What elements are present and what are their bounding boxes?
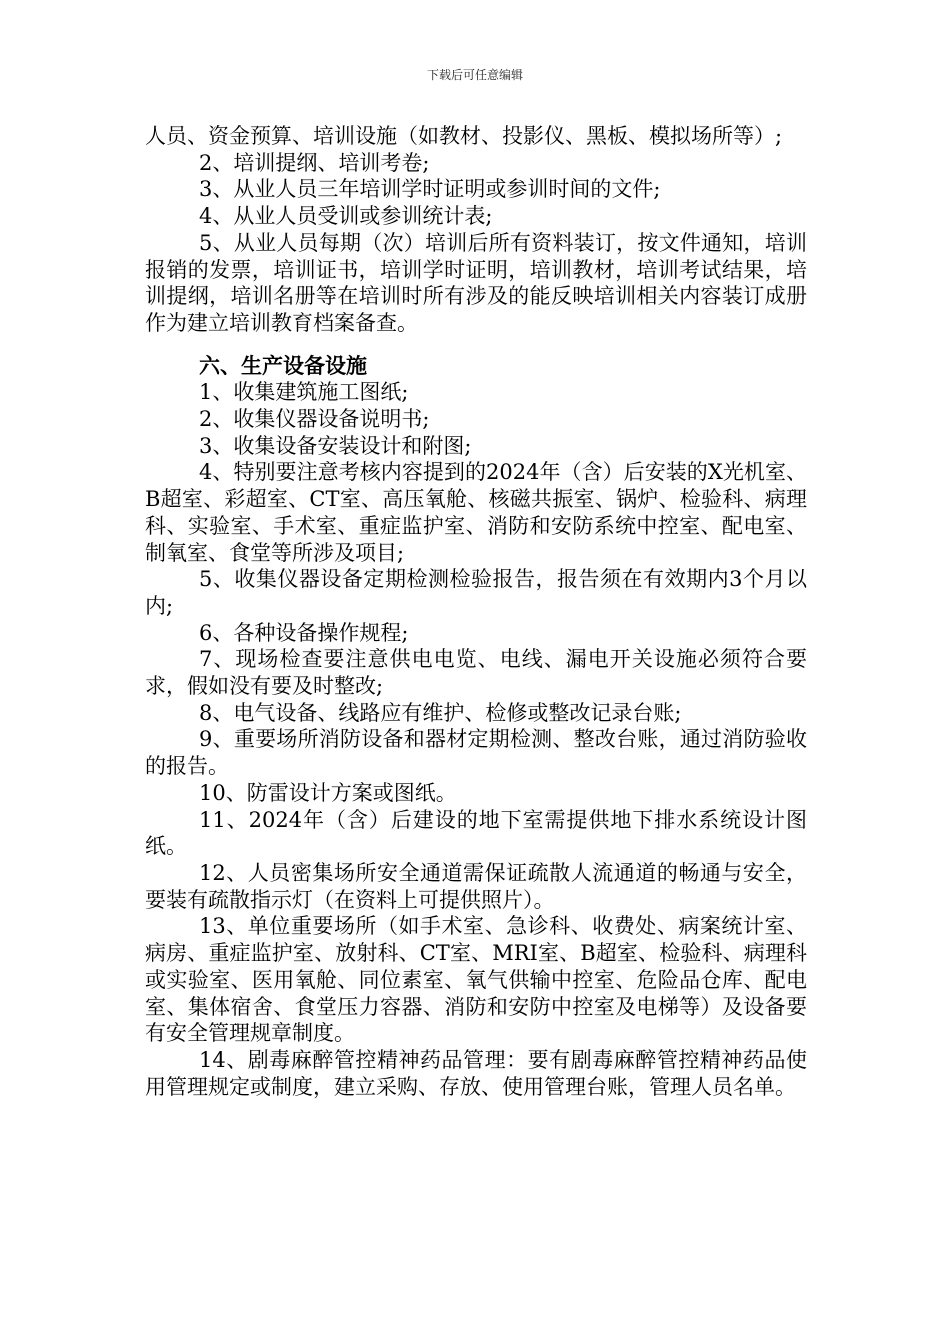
section6-item-8: 8、电气设备、线路应有维护、检修或整改记录台账; (199, 700, 682, 725)
section6-item-5: 5、收集仪器设备定期检测检验报告，报告须在有效期内3个月以内; (145, 567, 807, 618)
section5-item-5: 5、从业人员每期（次）培训后所有资料装订，按文件通知，培训报销的发票，培训证书，培训学时证明，培训教材，培训考试结果，培训提纲，培训名册等在培训时所有涉及的能反映培训相关内容装订成册作为建立培训教育档案备查。 (145, 230, 807, 335)
section5-intro: 人员、资金预算、培训设施（如教材、投影仪、黑板、模拟场所等）; (145, 124, 783, 148)
section6-heading: 六、生产设备设施 (199, 353, 367, 378)
section5-item-4: 4、从业人员受训或参训统计表; (199, 204, 493, 229)
section6-item-10: 10、防雷设计方案或图纸。 (199, 780, 457, 805)
section6-item-1: 1、收集建筑施工图纸; (199, 380, 409, 405)
section6-item-2: 2、收集仪器设备说明书; (199, 407, 430, 432)
page-header: 下载后可任意编辑 (426, 68, 523, 82)
section6-item-4: 4、特别要注意考核内容提到的2024年（含）后安装的X光机室、B超室、彩超室、CT室、高压氧舱、核磁共振室、锅炉、检验科、病理科、实验室、手术室、重症监护室、消防和安防系统中控室、配电室、制氧室、食堂等所涉及项目; (145, 460, 807, 565)
document-body (145, 123, 807, 1100)
section6-item-6: 6、各种设备操作规程; (199, 620, 409, 645)
section6-item-7: 7、现场检查要注意供电电览、电线、漏电开关设施必须符合要求，假如没有要及时整改; (145, 647, 807, 699)
section6-item-9: 9、重要场所消防设备和器材定期检测、整改台账，通过消防验收的报告。 (145, 727, 807, 779)
section5-item-2: 2、培训提纲、培训考卷; (199, 150, 430, 175)
section6-item-13: 13、单位重要场所（如手术室、急诊科、收费处、病案统计室、病房、重症监护室、放射科、CT室、MRI室、B超室、检验科、病理科或实验室、医用氧舱、同位素室、氧气供输中控室、危险品仓库、配电室、集体宿舍、食堂压力容器、消防和安防中控室及电梯等）及设备要有安全管理规章制度。 (145, 914, 807, 1046)
section6-item-12: 12、人员密集场所安全通道需保证疏散人流通道的畅通与安全，要装有疏散指示灯（在资料上可提供照片）。 (145, 860, 807, 912)
section5-item-3: 3、从业人员三年培训学时证明或参训时间的文件; (199, 177, 661, 202)
section6-item-14: 14、剧毒麻醉管控精神药品管理：要有剧毒麻醉管控精神药品使用管理规定或制度，建立采购、存放、使用管理台账，管理人员名单。 (145, 1047, 807, 1099)
section6-item-11: 11、2024年（含）后建设的地下室需提供地下排水系统设计图纸。 (145, 807, 807, 859)
section6-item-3: 3、收集设备安装设计和附图; (199, 433, 472, 458)
